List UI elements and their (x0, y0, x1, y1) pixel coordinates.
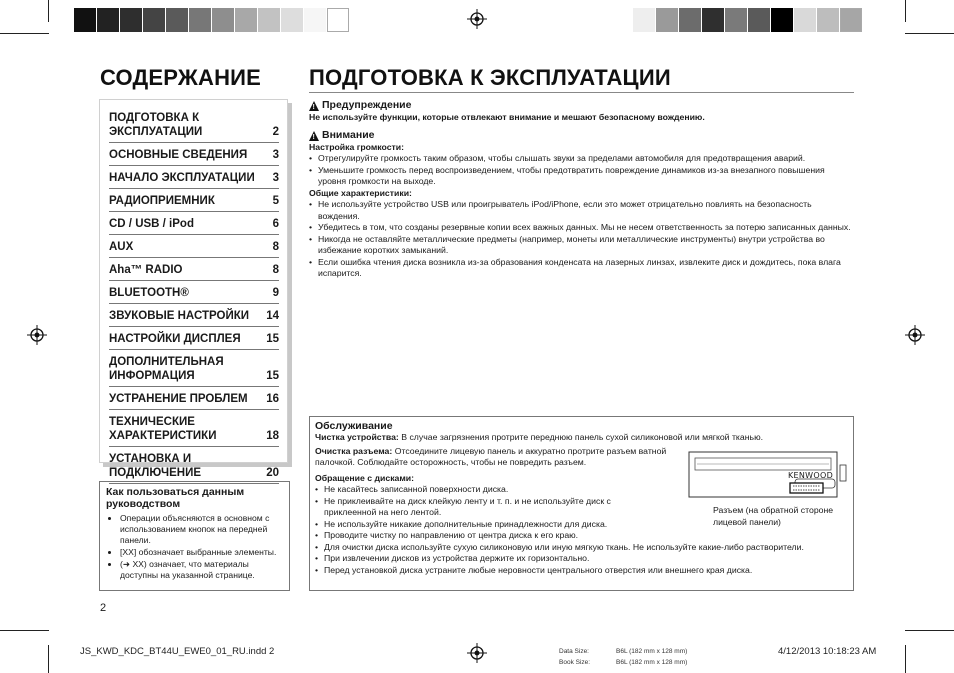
toc-entry-label: УСТРАНЕНИЕ ПРОБЛЕМ (109, 393, 248, 405)
data-size-value: B6L (182 mm x 128 mm) (616, 648, 688, 655)
caution-section (309, 130, 854, 280)
toc-entry-page: 14 (266, 310, 279, 322)
color-swatch (794, 8, 817, 32)
toc-entry-label: ТЕХНИЧЕСКИЕ ХАРАКТЕРИСТИКИ (109, 416, 217, 442)
crop-mark (48, 645, 49, 673)
maintenance-box (309, 416, 854, 591)
color-swatch (817, 8, 840, 32)
book-size-label: Book Size: (559, 659, 591, 666)
toc-entry[interactable] (109, 235, 279, 258)
toc-entry-label: ПОДГОТОВКА К ЭКСПЛУАТАЦИИ (109, 112, 203, 138)
connector-caption: Разъем (на обратной стороне лицевой панели) (713, 505, 834, 527)
toc-entry-label: НАЧАЛО ЭКСПЛУАТАЦИИ (109, 172, 255, 184)
color-swatch (702, 8, 725, 32)
toc-entry-page: 8 (272, 264, 279, 276)
list-item: • Отрегулируйте громкость таким образом, чтобы слышать звуки за пределами автомобиля для предотвращения аварий. (318, 153, 854, 165)
connector-text: Отсоедините лицевую панель и аккуратно протрите разъем ватной палочкой. Соблюдайте осторожность, чтобы не повредить разъем. (315, 445, 667, 467)
toc-entry-page: 3 (272, 149, 279, 161)
registration-mark-icon (905, 325, 925, 345)
color-swatch (327, 8, 349, 32)
color-swatch (235, 8, 258, 32)
crop-mark (905, 645, 906, 673)
toc-entry-label: УСТАНОВКА И ПОДКЛЮЧЕНИЕ (109, 453, 202, 479)
list-item: • Перед установкой диска устраните любые неровности центрального отверстия или внешнего края диска. (324, 565, 848, 577)
color-swatch (656, 8, 679, 32)
crop-mark (905, 0, 906, 22)
registration-mark-icon (467, 9, 487, 29)
warning-text: Не используйте функции, которые отвлекают внимание и мешают безопасному вождению. (309, 111, 705, 122)
list-item: • Никогда не оставляйте металлические предметы (например, монеты или металлические инструменты) внутри устройства во избежание коротких замыканий. (318, 234, 854, 257)
crop-mark (905, 33, 954, 34)
data-size-label: Data Size: (559, 648, 589, 655)
toc-entry[interactable] (109, 410, 279, 447)
color-swatch (97, 8, 120, 32)
toc-entry-label: CD / USB / iPod (109, 218, 194, 230)
list-item: • [XX] обозначает выбранные элементы. (120, 547, 283, 558)
toc-entry-label: ДОПОЛНИТЕЛЬНАЯ ИНФОРМАЦИЯ (109, 356, 224, 382)
contents-title: СОДЕРЖАНИЕ (100, 65, 262, 90)
toc-entry-label: НАСТРОЙКИ ДИСПЛЕЯ (109, 333, 241, 345)
list-item: • Убедитесь в том, что созданы резервные копии всех важных данных. Мы не несем ответственность за потерю записанных данных. (318, 222, 854, 234)
toc-entry-page: 15 (266, 370, 279, 382)
color-swatch (304, 8, 327, 32)
toc-entry-page: 6 (272, 218, 279, 230)
how-to-use-title: Как пользоваться данным руководством (106, 486, 245, 510)
toc-entry-page: 15 (266, 333, 279, 345)
list-item: • Для очистки диска используйте сухую силиконовую или иную мягкую ткань. Не используйте какие-либо растворители. (324, 542, 848, 554)
discs-heading: Обращение с дисками: (315, 472, 415, 483)
toc-entry-label: РАДИОПРИЕМНИК (109, 195, 215, 207)
toc-entry[interactable] (109, 327, 279, 350)
table-of-contents (99, 99, 288, 479)
color-swatch (120, 8, 143, 32)
list-item: • Проводите чистку по направлению от центра диска к его краю. (324, 530, 848, 542)
how-to-use-box (99, 481, 290, 591)
toc-entry-page: 8 (272, 241, 279, 253)
list-item: • Не приклеивайте на диск клейкую ленту и т. п. и не используйте диск с приклеенной на него лентой. (324, 496, 644, 519)
toc-entry-label: ОСНОВНЫЕ СВЕДЕНИЯ (109, 149, 248, 161)
warning-title: Предупреждение (322, 99, 412, 111)
toc-entry-label: Aha™ RADIO (109, 264, 183, 276)
footer-file-name: JS_KWD_KDC_BT44U_EWE0_01_RU.indd 2 (80, 646, 275, 657)
color-swatch (189, 8, 212, 32)
toc-entry-label: ЗВУКОВЫЕ НАСТРОЙКИ (109, 310, 249, 322)
color-swatch (166, 8, 189, 32)
registration-mark-icon (467, 643, 487, 663)
list-item: • Если ошибка чтения диска возникла из-за образования конденсата на лазерных линзах, извлеките диск и дождитесь, пока влага испарится. (318, 257, 854, 280)
list-item: • При извлечении дисков из устройства держите их горизонтально. (324, 553, 848, 565)
color-calibration-bars-right (633, 8, 862, 32)
toc-entry-page: 20 (266, 467, 279, 479)
list-item: • (➜ XX) означает, что материалы доступны на указанной странице. (120, 559, 283, 581)
color-swatch (74, 8, 97, 32)
warning-section (309, 100, 854, 123)
toc-entry-page: 9 (272, 287, 279, 299)
cleaning-text: В случае загрязнения протрите переднюю панель сухой силиконовой или мягкой тканью. (401, 432, 764, 442)
brand-logo: KENWOOD (788, 471, 834, 480)
color-swatch (143, 8, 166, 32)
toc-entry-page: 5 (272, 195, 279, 207)
general-heading: Общие характеристики: (309, 187, 412, 198)
color-swatch (840, 8, 862, 32)
color-swatch (212, 8, 235, 32)
list-item: • Не касайтесь записанной поверхности диска. (324, 484, 848, 496)
toc-entry-label: AUX (109, 241, 134, 253)
caution-title: Внимание (322, 129, 375, 141)
title-rule (309, 92, 854, 93)
color-calibration-bars-left (74, 8, 349, 32)
list-item: • Не используйте никакие дополнительные принадлежности для диска. (324, 519, 848, 531)
color-swatch (281, 8, 304, 32)
toc-entry-page: 2 (272, 126, 279, 138)
toc-entry[interactable] (109, 387, 279, 410)
page-title: ПОДГОТОВКА К ЭКСПЛУАТАЦИИ (309, 65, 671, 90)
toc-entry[interactable] (109, 143, 279, 166)
toc-entry[interactable] (109, 166, 279, 189)
color-swatch (679, 8, 702, 32)
toc-entry[interactable] (109, 106, 279, 143)
color-swatch (771, 8, 794, 32)
color-swatch (258, 8, 281, 32)
crop-mark (905, 630, 954, 631)
color-swatch (633, 8, 656, 32)
toc-entry[interactable] (109, 281, 279, 304)
book-size-value: B6L (182 mm x 128 mm) (616, 659, 688, 666)
crop-mark (0, 630, 49, 631)
toc-entry-page: 3 (272, 172, 279, 184)
toc-entry[interactable] (109, 447, 279, 484)
list-item: • Не используйте устройство USB или проигрыватель iPod/iPhone, если это может отрицательно повлиять на безопасность вождения. (318, 199, 854, 222)
toc-entry-page: 16 (266, 393, 279, 405)
connector-label: Очистка разъема: (315, 445, 393, 456)
warning-icon (309, 131, 319, 141)
crop-mark (48, 0, 49, 22)
toc-entry[interactable] (109, 350, 279, 387)
warning-icon (309, 101, 319, 111)
volume-heading: Настройка громкости: (309, 141, 405, 152)
list-item: • Операции объясняются в основном с использованием кнопок на передней панели. (120, 513, 283, 546)
maintenance-title: Обслуживание (315, 420, 393, 432)
crop-mark (0, 33, 49, 34)
list-item: • Уменьшите громкость перед воспроизведением, чтобы предотвратить повреждение динамиков из-за внезапного повышения уровня громкости на выходе. (318, 165, 854, 188)
toc-entry[interactable] (109, 212, 279, 235)
toc-entry[interactable] (109, 258, 279, 281)
toc-entry-label: BLUETOOTH® (109, 287, 189, 299)
cleaning-label: Чистка устройства: (315, 432, 399, 442)
toc-entry-page: 18 (266, 430, 279, 442)
color-swatch (748, 8, 771, 32)
toc-entry[interactable] (109, 189, 279, 212)
page-number: 2 (100, 602, 107, 614)
color-swatch (725, 8, 748, 32)
toc-entry[interactable] (109, 304, 279, 327)
footer-date: 4/12/2013 10:18:23 AM (778, 646, 877, 657)
registration-mark-icon (27, 325, 47, 345)
